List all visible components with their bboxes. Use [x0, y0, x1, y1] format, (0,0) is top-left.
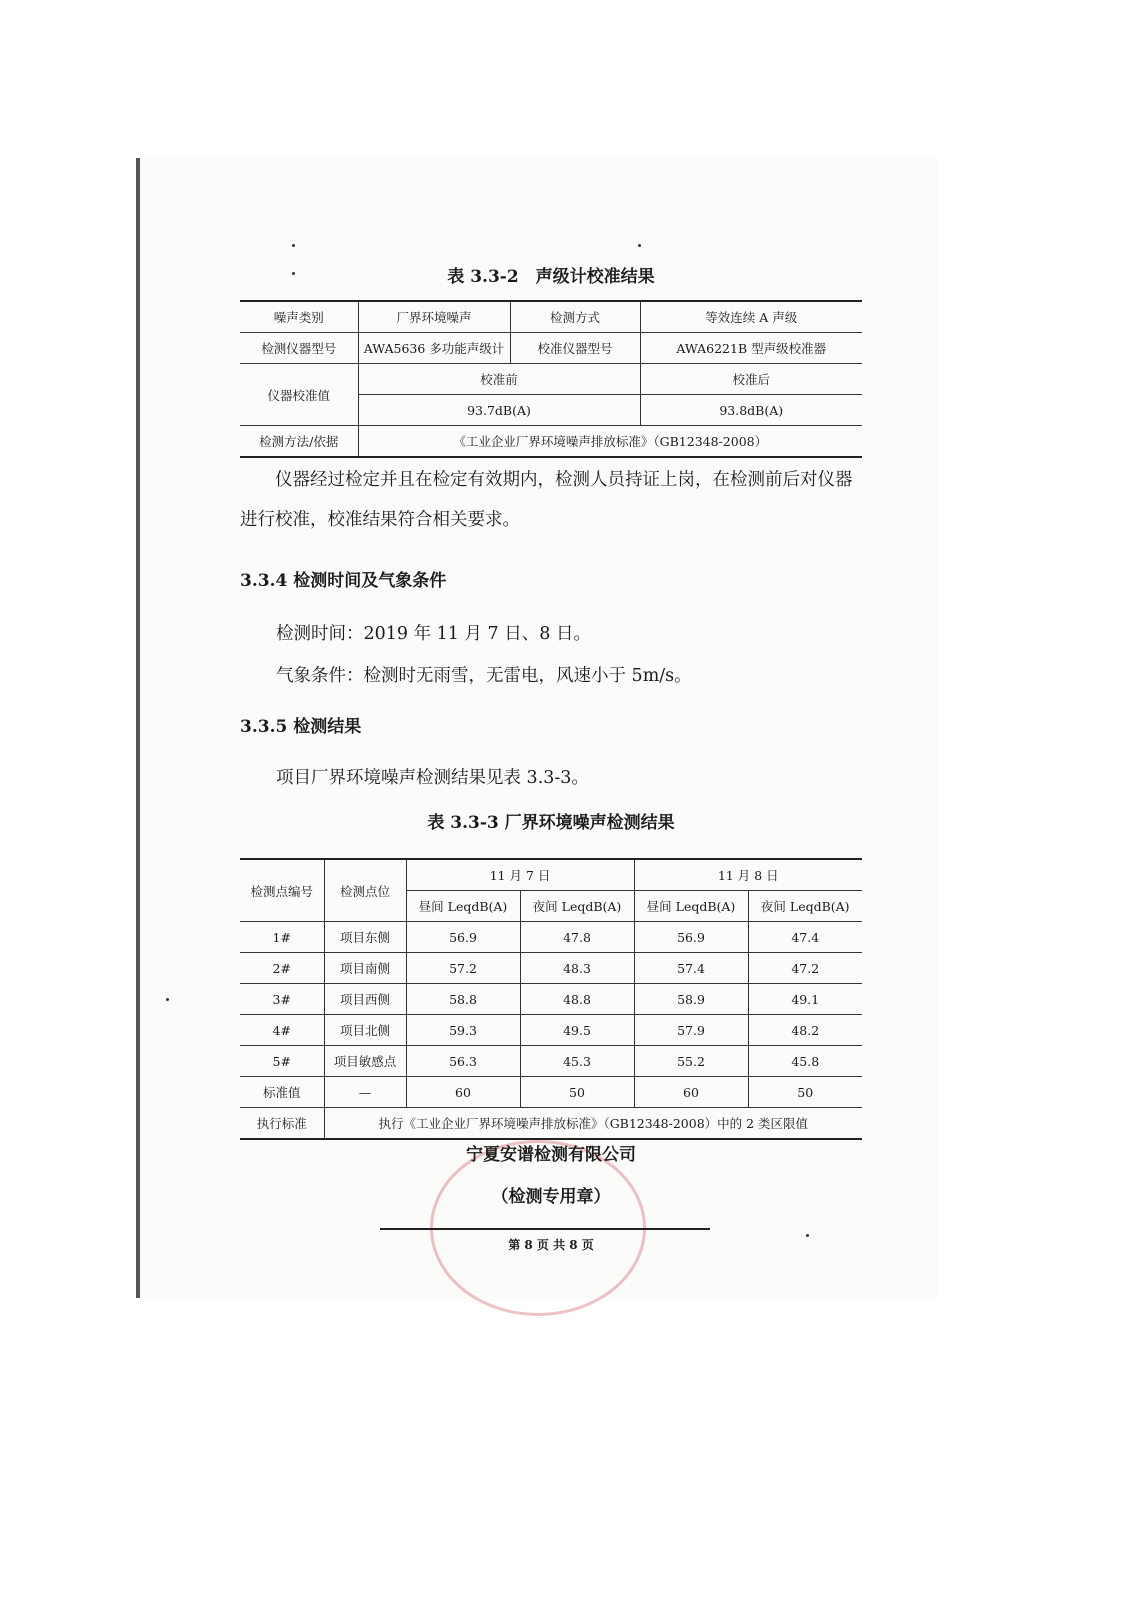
cell: 项目北侧 [324, 1015, 406, 1046]
section-heading: 3.3.5 检测结果 [240, 717, 362, 737]
header-cell: 昼间 LeqdB(A) [406, 891, 520, 922]
header-cell: 昼间 LeqdB(A) [634, 891, 748, 922]
header-cell: 检测点编号 [240, 859, 324, 922]
cell: 48.2 [748, 1015, 862, 1046]
cell: 执行《工业企业厂界环境噪声排放标准》（GB12348-2008）中的 2 类区限值 [324, 1108, 862, 1140]
cell: 检测仪器型号 [240, 333, 358, 364]
cell: 93.7dB(A) [358, 395, 640, 426]
table1-title: 表 3.3-2 声级计校准结果 [447, 267, 655, 287]
cell: 93.8dB(A) [640, 395, 862, 426]
table2-title: 表 3.3-3 厂界环境噪声检测结果 [427, 813, 675, 833]
cell: 60 [406, 1077, 520, 1108]
cell: 55.2 [634, 1046, 748, 1077]
cell: 59.3 [406, 1015, 520, 1046]
cell: 《工业企业厂界环境噪声排放标准》（GB12348-2008） [358, 426, 862, 458]
footer-rule [380, 1228, 710, 1230]
seal-label: （检测专用章） [491, 1187, 611, 1207]
cell: 58.8 [406, 984, 520, 1015]
cell: 49.5 [520, 1015, 634, 1046]
cell: 3# [240, 984, 324, 1015]
cell: 厂界环境噪声 [358, 301, 510, 333]
cell: 项目东侧 [324, 922, 406, 953]
page-edge [136, 158, 140, 1298]
speck [638, 244, 641, 247]
text-line: 项目厂界环境噪声检测结果见表 3.3-3。 [276, 768, 589, 788]
header-cell: 检测点位 [324, 859, 406, 922]
paragraph: 仪器经过检定并且在检定有效期内，检测人员持证上岗，在检测前后对仪器进行校准，校准结果符合相关要求。 [240, 470, 853, 530]
cell: 45.8 [748, 1046, 862, 1077]
cell: 56.9 [406, 922, 520, 953]
cell: 57.9 [634, 1015, 748, 1046]
cell: 47.2 [748, 953, 862, 984]
cell: 50 [520, 1077, 634, 1108]
header-cell: 11 月 8 日 [634, 859, 862, 891]
cell: AWA5636 多功能声级计 [358, 333, 510, 364]
cell: 49.1 [748, 984, 862, 1015]
cell: 仪器校准值 [240, 364, 358, 426]
cell: 校准后 [640, 364, 862, 395]
cell: 5# [240, 1046, 324, 1077]
cell: 56.3 [406, 1046, 520, 1077]
section-heading: 3.3.4 检测时间及气象条件 [240, 571, 447, 591]
speck [166, 998, 169, 1001]
cell: 等效连续 A 声级 [640, 301, 862, 333]
text-line: 检测时间：2019 年 11 月 7 日、8 日。 [276, 624, 591, 644]
speck [292, 244, 295, 247]
text-line: 气象条件：检测时无雨雪，无雷电，风速小于 5m/s。 [276, 666, 692, 686]
cell: 项目西侧 [324, 984, 406, 1015]
cell: 57.2 [406, 953, 520, 984]
cell: 57.4 [634, 953, 748, 984]
cell: 标准值 [240, 1077, 324, 1108]
cell: 校准前 [358, 364, 640, 395]
noise-results-table [240, 858, 862, 1140]
cell: 60 [634, 1077, 748, 1108]
cell: 噪声类别 [240, 301, 358, 333]
cell: 执行标准 [240, 1108, 324, 1140]
cell: 45.3 [520, 1046, 634, 1077]
page-number: 第 8 页 共 8 页 [508, 1238, 594, 1252]
cell: 4# [240, 1015, 324, 1046]
cell: 1# [240, 922, 324, 953]
header-cell: 夜间 LeqdB(A) [520, 891, 634, 922]
cell: 48.3 [520, 953, 634, 984]
cell: 检测方法/依据 [240, 426, 358, 458]
cell: 检测方式 [510, 301, 640, 333]
cell: 58.9 [634, 984, 748, 1015]
cell: 47.8 [520, 922, 634, 953]
header-cell: 11 月 7 日 [406, 859, 634, 891]
cell: 47.4 [748, 922, 862, 953]
header-cell: 夜间 LeqdB(A) [748, 891, 862, 922]
cell: 校准仪器型号 [510, 333, 640, 364]
company-name: 宁夏安谱检测有限公司 [466, 1145, 636, 1165]
calibration-table [240, 300, 862, 458]
cell: 项目敏感点 [324, 1046, 406, 1077]
cell: — [324, 1077, 406, 1108]
cell: 2# [240, 953, 324, 984]
cell: 50 [748, 1077, 862, 1108]
cell: 56.9 [634, 922, 748, 953]
cell: 48.8 [520, 984, 634, 1015]
cell: AWA6221B 型声级校准器 [640, 333, 862, 364]
cell: 项目南侧 [324, 953, 406, 984]
